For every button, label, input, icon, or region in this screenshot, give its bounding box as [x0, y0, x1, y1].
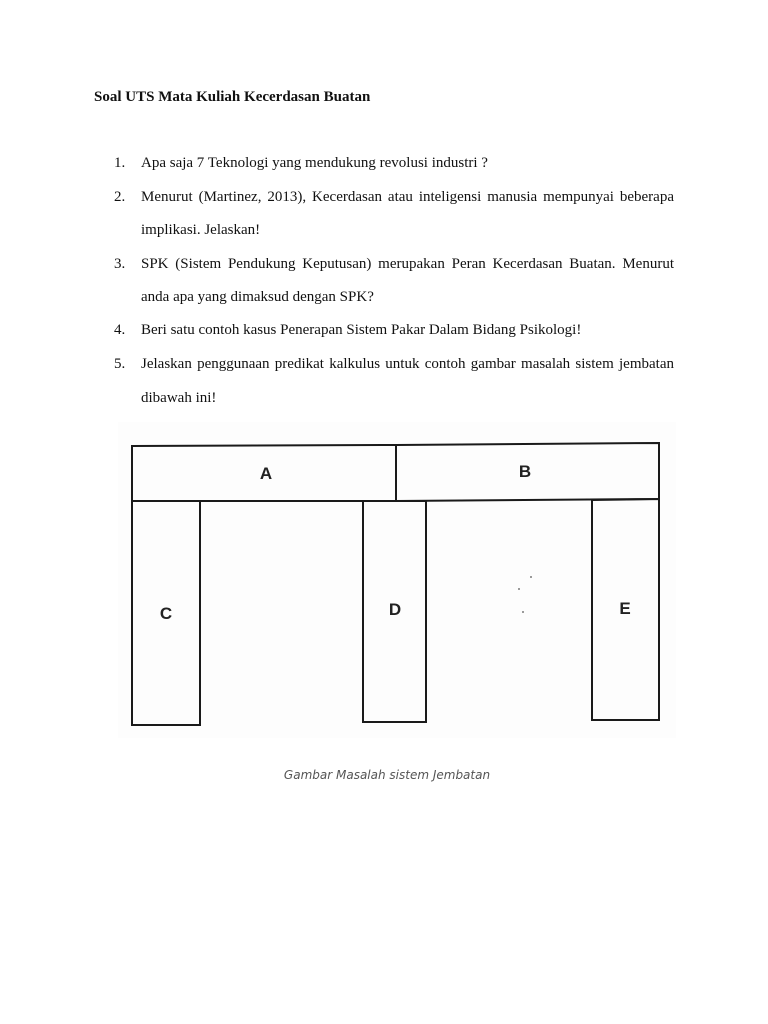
speck-mark [518, 588, 520, 590]
question-5-text-line-1: Jelaskan penggunaan predikat kalkulus untuk contoh gambar masalah sistem jembatan [141, 356, 674, 372]
question-4-text: Beri satu contoh kasus Penerapan Sistem Pakar Dalam Bidang Psikologi! [141, 322, 582, 338]
label-e: E [619, 599, 631, 618]
question-4-number: 4. [114, 322, 126, 338]
question-2-number: 2. [114, 189, 126, 205]
bridge-diagram [118, 422, 676, 738]
question-1-number: 1. [114, 155, 126, 171]
speck-mark [522, 611, 524, 613]
bridge-figure [118, 422, 676, 738]
question-5-number: 5. [114, 356, 126, 372]
label-d: D [388, 600, 402, 619]
speck-mark [530, 576, 532, 578]
question-2-text-line-1: Menurut (Martinez, 2013), Kecerdasan atau inteligensi manusia mempunyai beberapa [141, 189, 674, 205]
figure-caption: Gambar Masalah sistem Jembatan [283, 768, 491, 782]
question-1-text: Apa saja 7 Teknologi yang mendukung revolusi industri ? [141, 155, 488, 171]
label-a: A [259, 464, 273, 483]
question-3-number: 3. [114, 256, 126, 272]
label-b: B [518, 462, 532, 481]
question-5-text-line-2: dibawah ini! [141, 390, 217, 406]
question-3-text-line-2: anda apa yang dimaksud dengan SPK? [141, 289, 374, 305]
label-c: C [159, 604, 173, 623]
question-3-text-line-1: SPK (Sistem Pendukung Keputusan) merupakan Peran Kecerdasan Buatan. Menurut [141, 256, 674, 272]
question-2-text-line-2: implikasi. Jelaskan! [141, 222, 261, 238]
document-title: Soal UTS Mata Kuliah Kecerdasan Buatan [94, 89, 371, 105]
